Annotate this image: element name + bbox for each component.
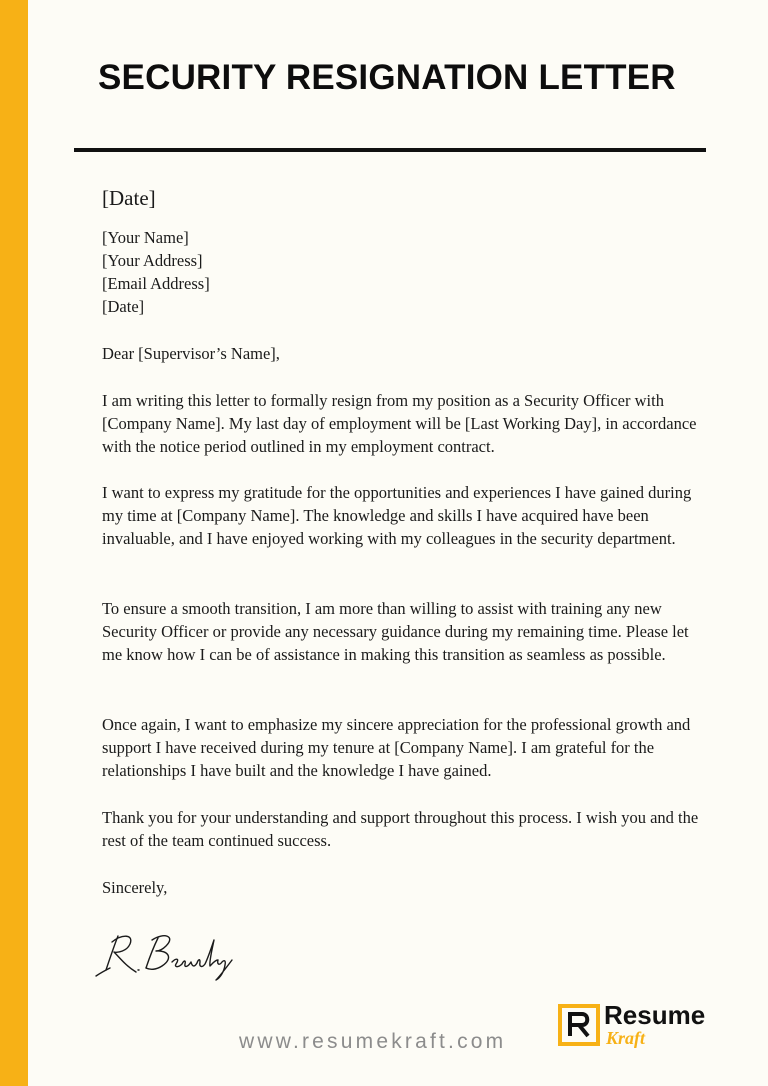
body-paragraph: Thank you for your understanding and support throughout this process. I wish you and the rest of the team continued success. — [102, 808, 699, 850]
logo-word-resume: Resume — [604, 1000, 706, 1030]
sender-address: [Your Address] — [102, 251, 203, 270]
page-title: SECURITY RESIGNATION LETTER — [98, 58, 676, 97]
logo-mark-icon — [558, 1004, 600, 1046]
body-paragraph: Once again, I want to emphasize my sincere appreciation for the professional growth and support I have received during my tenure at [Company Name]. I am grateful for the relationships I have built and the knowledge I have gained. — [102, 715, 691, 780]
sender-date: [Date] — [102, 297, 145, 316]
body-paragraph: I want to express my gratitude for the opportunities and experiences I have gained during my time at [Company Name]. The knowledge and skills I have acquired have been invaluable, and I have enjoyed working with my colleagues in the security department. — [102, 483, 692, 548]
date-heading: [Date] — [102, 186, 156, 210]
title-divider — [74, 148, 706, 152]
salutation: Dear [Supervisor’s Name], — [102, 344, 280, 363]
brand-logo — [558, 1000, 728, 1052]
accent-bar — [0, 0, 28, 1086]
sender-block — [102, 226, 210, 318]
website-url: www.resumekraft.com — [239, 1030, 507, 1053]
closing: Sincerely, — [102, 878, 168, 897]
body-paragraph: I am writing this letter to formally resign from my position as a Security Officer with [Company Name]. My last day of employment will be [Last Working Day], in accordance with the notice period outlined in my employment contract. — [102, 391, 697, 456]
sender-email: [Email Address] — [102, 274, 210, 293]
sender-name: [Your Name] — [102, 228, 189, 247]
logo-word-kraft: Kraft — [606, 1028, 646, 1048]
body-paragraph: To ensure a smooth transition, I am more than willing to assist with training any new Security Officer or provide any necessary guidance during my remaining time. Please let me know how I can be of assistance in making this transition as seamless as possible. — [102, 599, 689, 664]
handwritten-signature — [92, 920, 242, 984]
